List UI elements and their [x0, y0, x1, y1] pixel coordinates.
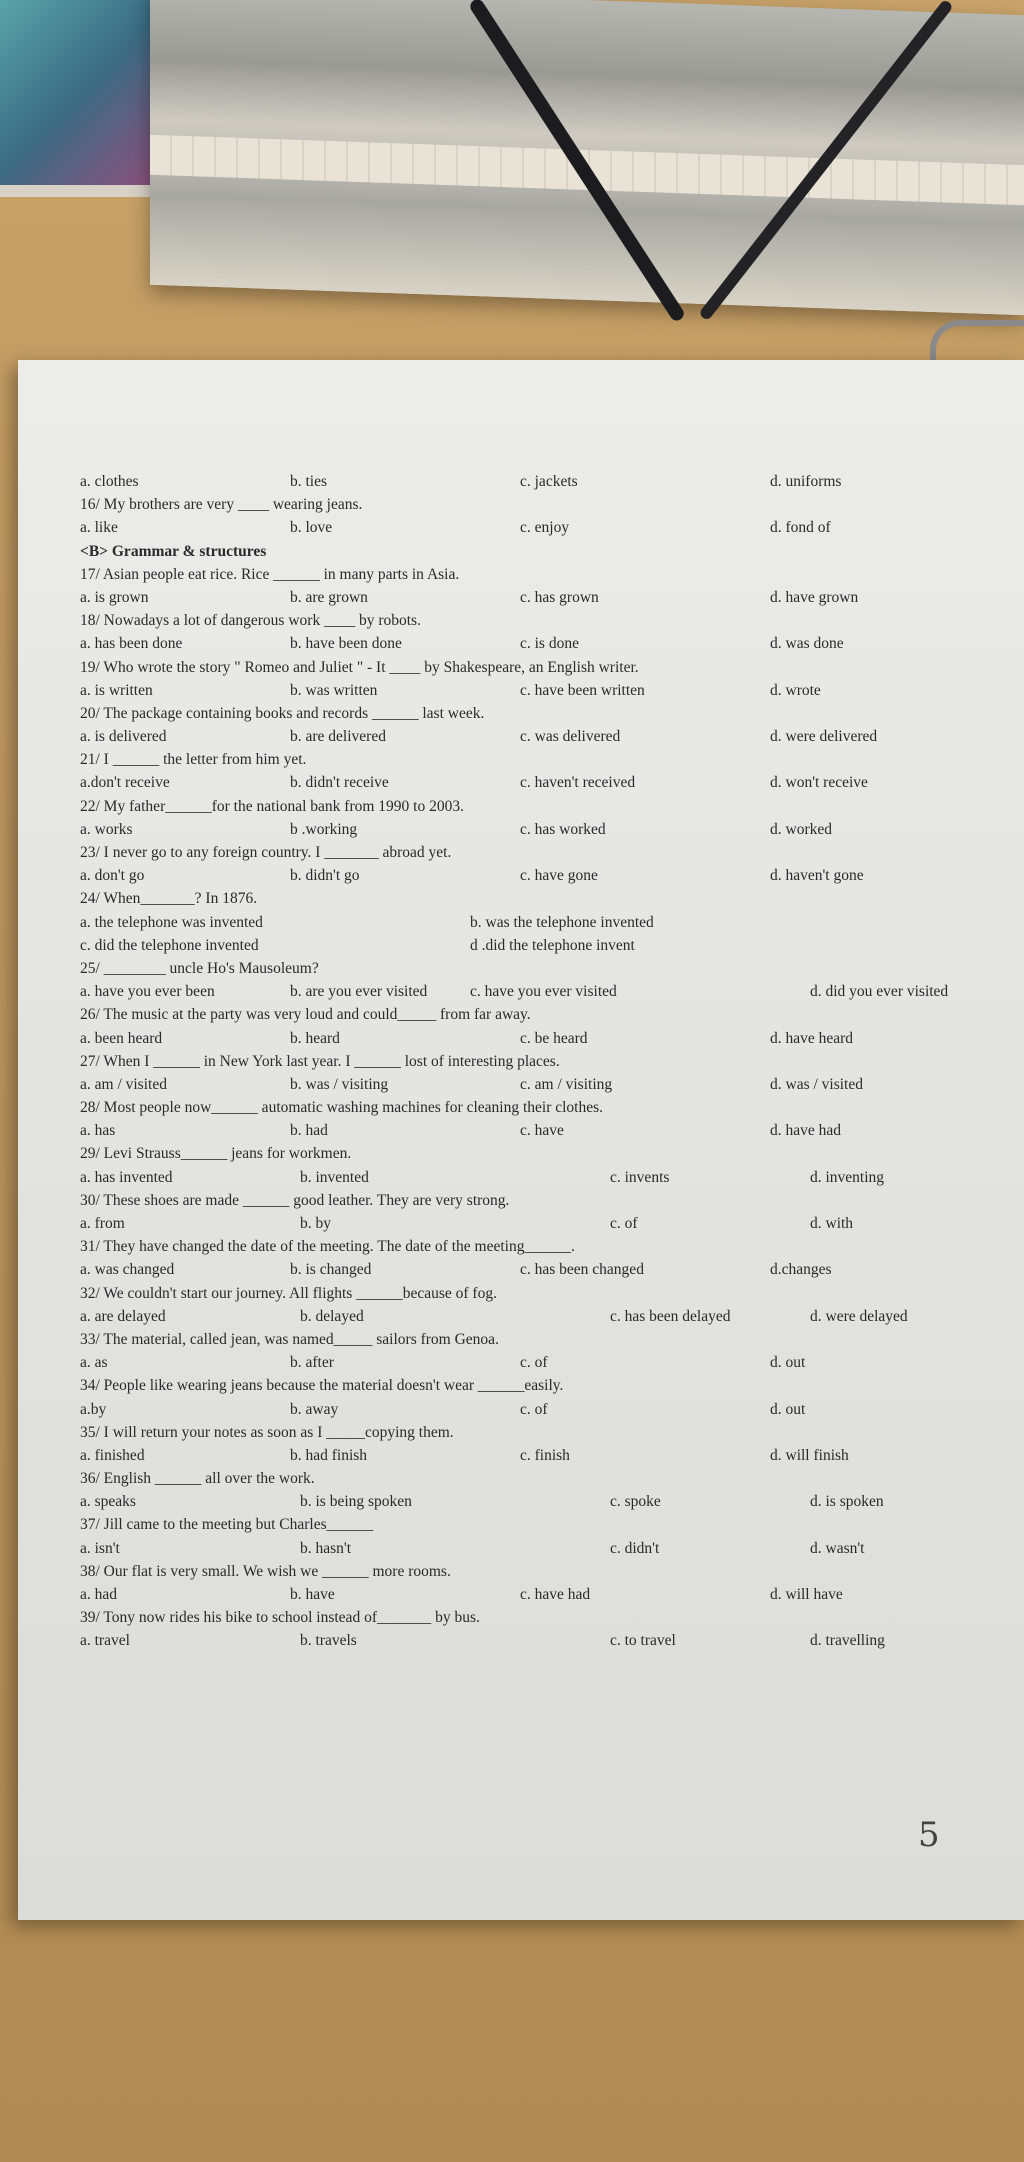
- option-d: d. was / visited: [770, 1075, 863, 1093]
- question-text: 20/ The package containing books and records ______ last week.: [80, 704, 485, 722]
- question-text: 18/ Nowadays a lot of dangerous work ____ by robots.: [80, 612, 421, 630]
- option-a: a. as: [80, 1354, 108, 1372]
- question: [80, 493, 980, 516]
- question-text: 23/ I never go to any foreign country. I _______ abroad yet.: [80, 844, 452, 861]
- option-b: b. are you ever visited: [290, 983, 428, 1001]
- question-text: 32/ We couldn't start our journey. All flights ______because of fog.: [80, 1284, 497, 1302]
- option-b: b. didn't receive: [290, 774, 389, 792]
- option-b: b. delayed: [300, 1307, 364, 1325]
- option-a: a.don't receive: [80, 774, 170, 792]
- option-a: a. has been done: [80, 635, 183, 653]
- question: [80, 1513, 980, 1536]
- option-b: b. are delivered: [290, 728, 386, 746]
- option-b: b. love: [290, 519, 333, 537]
- option-d: d. out: [770, 1354, 806, 1372]
- options-row: [80, 1027, 980, 1050]
- question: [80, 887, 980, 910]
- option-d: d. will finish: [770, 1446, 849, 1464]
- option-c: c. have been written: [520, 681, 645, 699]
- question-text: 16/ My brothers are very ____ wearing jeans.: [80, 496, 363, 514]
- option-a: a. don't go: [80, 867, 145, 885]
- question-text: 35/ I will return your notes as soon as I _____copying them.: [80, 1423, 454, 1441]
- option-a: a. clothes: [80, 473, 139, 490]
- options-row: [80, 516, 980, 539]
- option-b: b. is being spoken: [300, 1493, 412, 1511]
- option-a: a. am / visited: [80, 1075, 167, 1093]
- option-c: c. was delivered: [520, 728, 621, 746]
- question: [80, 795, 980, 818]
- question: [80, 1282, 980, 1305]
- question-text: 26/ The music at the party was very loud and could_____ from far away.: [80, 1006, 531, 1024]
- question-text: 21/ I ______ the letter from him yet.: [80, 751, 307, 769]
- question-text: 27/ When I ______ in New York last year. I ______ lost of interesting places.: [80, 1052, 560, 1070]
- option-c: c. of: [520, 1400, 548, 1418]
- option-d: d. travelling: [810, 1632, 885, 1650]
- option-b: b. after: [290, 1354, 334, 1372]
- options-row: [80, 1583, 980, 1606]
- option-c: c. has grown: [520, 588, 599, 606]
- option-a: a. are delayed: [80, 1307, 166, 1325]
- option-a: a. is grown: [80, 588, 149, 606]
- option-b: b. have been done: [290, 635, 402, 653]
- option-a: a. was changed: [80, 1261, 175, 1279]
- options-row: [80, 911, 980, 934]
- option-d: d. were delivered: [770, 728, 878, 746]
- option-c: c. didn't: [610, 1539, 660, 1557]
- option-b: b. had: [290, 1122, 328, 1140]
- options-row: [80, 1166, 980, 1189]
- option-c: c. has worked: [520, 820, 606, 838]
- question: [80, 1374, 980, 1397]
- question: [80, 1050, 980, 1073]
- question-text: 39/ Tony now rides his bike to school instead of_______ by bus.: [80, 1609, 480, 1627]
- question: [80, 1003, 980, 1026]
- options-row: [80, 1629, 980, 1652]
- options-row: [80, 934, 980, 957]
- option-d: d. worked: [770, 820, 832, 838]
- question: [80, 1142, 980, 1165]
- section-heading: [80, 540, 980, 563]
- option-c: c. am / visiting: [520, 1075, 613, 1093]
- question: [80, 1467, 980, 1490]
- question-text: 37/ Jill came to the meeting but Charles______: [80, 1516, 374, 1534]
- option-c: c. is done: [520, 635, 579, 653]
- option-c: c. to travel: [610, 1632, 676, 1650]
- option-a: a. is written: [80, 681, 153, 699]
- options-row: [80, 1258, 980, 1281]
- option-a: c. did the telephone invented: [80, 936, 259, 954]
- question: [80, 1235, 980, 1258]
- option-b: b. is changed: [290, 1261, 372, 1279]
- option-c: c. has been changed: [520, 1261, 644, 1279]
- option-a: a. travel: [80, 1632, 130, 1650]
- option-a: a. like: [80, 519, 118, 537]
- option-a: a. has: [80, 1122, 116, 1140]
- options-row: [80, 1444, 980, 1467]
- option-d: d. wasn't: [810, 1539, 865, 1557]
- question-text: 34/ People like wearing jeans because the material doesn't wear ______easily.: [80, 1377, 564, 1395]
- option-b: d .did the telephone invent: [470, 936, 635, 954]
- question-text: 36/ English ______ all over the work.: [80, 1470, 315, 1488]
- question-text: 38/ Our flat is very small. We wish we ______ more rooms.: [80, 1562, 451, 1580]
- question-text: 28/ Most people now______ automatic washing machines for cleaning their clothes.: [80, 1099, 604, 1117]
- option-d: d. inventing: [810, 1168, 885, 1186]
- option-d: d. is spoken: [810, 1493, 884, 1511]
- option-d: d. fond of: [770, 519, 831, 537]
- option-b: b. was / visiting: [290, 1075, 389, 1093]
- options-row: [80, 632, 980, 655]
- options-row: [80, 1305, 980, 1328]
- options-row: [80, 771, 980, 794]
- option-b: b. ties: [290, 473, 328, 490]
- option-a: a. have you ever been: [80, 983, 215, 1001]
- option-b: b .working: [290, 820, 358, 838]
- background-book: [0, 0, 160, 197]
- option-d: d. won't receive: [770, 774, 868, 792]
- option-c: c. spoke: [610, 1493, 661, 1511]
- option-b: b. was the telephone invented: [470, 913, 654, 931]
- question: [80, 656, 980, 679]
- question: [80, 748, 980, 771]
- option-c: c. of: [520, 1354, 548, 1372]
- question-text: 31/ They have changed the date of the meeting. The date of the meeting______.: [80, 1238, 575, 1256]
- option-d: d. have grown: [770, 588, 859, 606]
- option-c: c. of: [610, 1215, 638, 1232]
- option-b: b. are grown: [290, 588, 368, 606]
- question-text: 29/ Levi Strauss______ jeans for workmen.: [80, 1145, 352, 1163]
- options-row: [80, 1212, 980, 1235]
- option-a: a. is delivered: [80, 728, 167, 746]
- option-a: a. finished: [80, 1446, 145, 1464]
- page-number: 5: [918, 1815, 940, 1855]
- question: [80, 1606, 980, 1629]
- option-d: d. have heard: [770, 1029, 854, 1047]
- question-text: 22/ My father______for the national bank from 1990 to 2003.: [80, 797, 464, 815]
- question-text: 30/ These shoes are made ______ good leather. They are very strong.: [80, 1191, 510, 1209]
- option-b: b. was written: [290, 681, 378, 699]
- option-d: d. were delayed: [810, 1307, 908, 1325]
- background-book-stack: [150, 0, 1024, 315]
- options-row: [80, 470, 980, 493]
- option-a: a. been heard: [80, 1029, 163, 1047]
- option-b: b. didn't go: [290, 867, 360, 885]
- question: [80, 1328, 980, 1351]
- option-c: c. have: [520, 1122, 564, 1140]
- question: [80, 609, 980, 632]
- options-row: [80, 980, 980, 1003]
- option-d: d. was done: [770, 635, 844, 653]
- option-a: a.by: [80, 1400, 107, 1418]
- option-d: d. with: [810, 1215, 854, 1232]
- options-row: [80, 1073, 980, 1096]
- option-c: c. have you ever visited: [470, 983, 617, 1001]
- option-c: c. jackets: [520, 473, 578, 490]
- option-b: b. hasn't: [300, 1539, 352, 1557]
- question: [80, 1096, 980, 1119]
- option-c: c. have had: [520, 1586, 591, 1603]
- option-c: c. be heard: [520, 1029, 588, 1047]
- options-row: [80, 679, 980, 702]
- options-row: [80, 864, 980, 887]
- question: [80, 1189, 980, 1212]
- options-row: [80, 1119, 980, 1142]
- option-d: d.changes: [770, 1261, 832, 1279]
- worksheet-content: [80, 470, 980, 1653]
- option-b: b. travels: [300, 1632, 357, 1650]
- option-c: c. haven't received: [520, 774, 636, 792]
- option-d: d. did you ever visited: [810, 983, 949, 1001]
- option-d: d. uniforms: [770, 473, 842, 490]
- option-d: d. haven't gone: [770, 867, 864, 885]
- option-a: a. works: [80, 820, 133, 838]
- question-text: 24/ When_______? In 1876.: [80, 890, 258, 908]
- option-c: c. finish: [520, 1446, 570, 1464]
- option-c: c. invents: [610, 1168, 670, 1186]
- worksheet-page: [18, 360, 1024, 1920]
- option-b: b. heard: [290, 1029, 340, 1047]
- option-b: b. invented: [300, 1168, 369, 1186]
- options-row: [80, 818, 980, 841]
- options-row: [80, 1490, 980, 1513]
- option-a: a. speaks: [80, 1493, 136, 1511]
- option-c: c. enjoy: [520, 519, 570, 537]
- question-text: 17/ Asian people eat rice. Rice ______ in many parts in Asia.: [80, 565, 460, 583]
- option-b: b. by: [300, 1215, 331, 1232]
- question: [80, 841, 980, 864]
- question: [80, 1421, 980, 1444]
- options-row: [80, 1537, 980, 1560]
- question-text: 33/ The material, called jean, was named_____ sailors from Genoa.: [80, 1330, 499, 1348]
- option-d: d. out: [770, 1400, 806, 1418]
- question: [80, 563, 980, 586]
- option-a: a. from: [80, 1215, 125, 1232]
- options-row: [80, 586, 980, 609]
- option-a: a. the telephone was invented: [80, 913, 263, 931]
- options-row: [80, 725, 980, 748]
- option-a: a. had: [80, 1586, 118, 1603]
- option-d: d. have had: [770, 1122, 842, 1140]
- option-c: c. has been delayed: [610, 1307, 731, 1325]
- option-a: a. has invented: [80, 1168, 173, 1186]
- question-text: 25/ ________ uncle Ho's Mausoleum?: [80, 959, 319, 977]
- option-b: b. have: [290, 1586, 335, 1603]
- option-c: c. have gone: [520, 867, 598, 885]
- option-a: a. isn't: [80, 1539, 120, 1557]
- question: [80, 1560, 980, 1583]
- option-d: d. wrote: [770, 681, 821, 699]
- question: [80, 957, 980, 980]
- question: [80, 702, 980, 725]
- section-heading-text: <B> Grammar & structures: [80, 542, 267, 560]
- option-b: b. away: [290, 1400, 339, 1418]
- option-d: d. will have: [770, 1586, 843, 1603]
- option-b: b. had finish: [290, 1446, 368, 1464]
- question-text: 19/ Who wrote the story " Romeo and Juliet " - It ____ by Shakespeare, an English writer.: [80, 658, 639, 676]
- options-row: [80, 1398, 980, 1421]
- options-row: [80, 1351, 980, 1374]
